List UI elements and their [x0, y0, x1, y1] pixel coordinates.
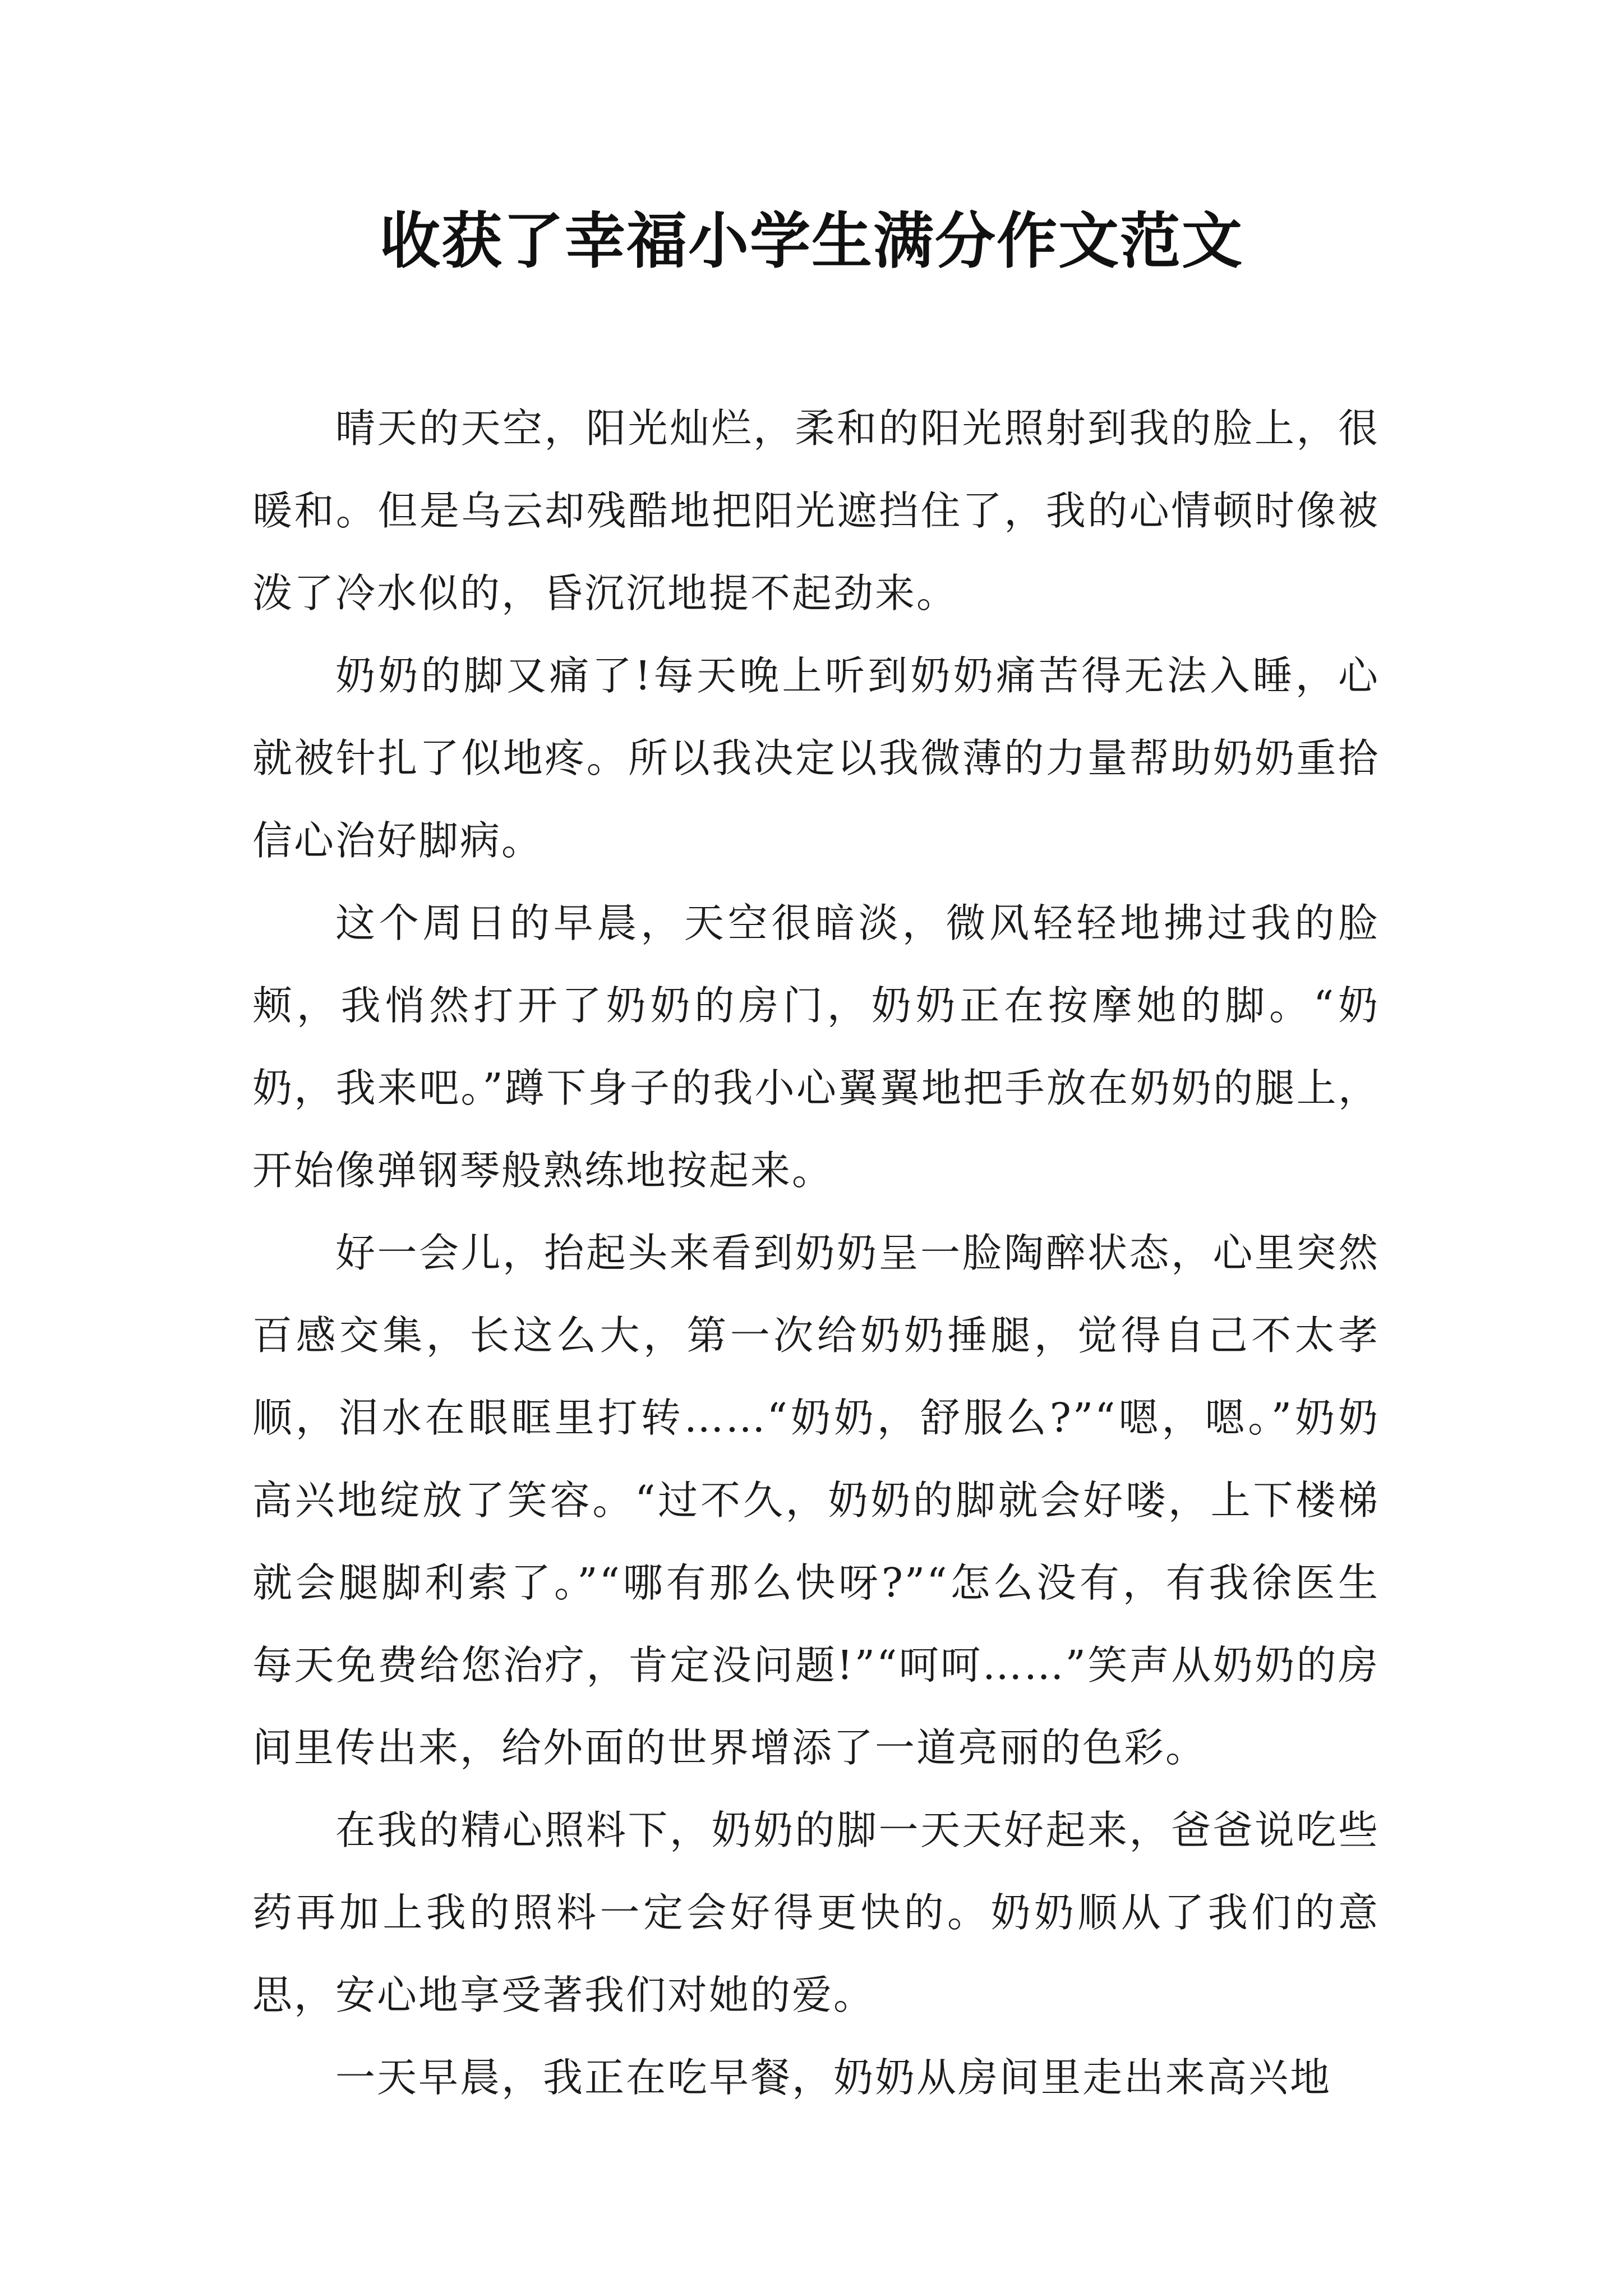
- paragraph-6: 一天早晨，我正在吃早餐，奶奶从房间里走出来高兴地: [335, 2054, 1332, 2101]
- paragraph-3: 这个周日的早晨，天空很暗淡，微风轻轻地拂过我的脸颊，我悄然打开了奶奶的房门，奶奶正在按摩她的脚。“奶奶，我来吧。”蹲下身子的我小心翼翼地把手放在奶奶的腿上，开始像弹钢琴般熟练地按起来。: [252, 900, 1380, 1194]
- document-body: [252, 387, 1380, 2119]
- paragraph-2: 奶奶的脚又痛了!每天晚上听到奶奶痛苦得无法入睡，心就被针扎了似地疼。所以我决定以我微薄的力量帮助奶奶重拾信心治好脚病。: [252, 652, 1380, 864]
- paragraph-1: 晴天的天空，阳光灿烂，柔和的阳光照射到我的脸上，很暖和。但是乌云却残酷地把阳光遮挡住了，我的心情顿时像被泼了冷水似的，昏沉沉地提不起劲来。: [252, 405, 1380, 616]
- paragraph-4: 好一会儿，抬起头来看到奶奶呈一脸陶醉状态，心里突然百感交集，长这么大，第一次给奶奶捶腿，觉得自己不太孝顺，泪水在眼眶里打转……“奶奶，舒服么?”“嗯，嗯。”奶奶高兴地绽放了笑容。“过不久，奶奶的脚就会好喽，上下楼梯就会腿脚利索了。”“哪有那么快呀?”“怎么没有，有我徐医生每天免费给您治疗，肯定没问题!”“呵呵……”笑声从奶奶的房间里传出来，给外面的世界增添了一道亮丽的色彩。: [252, 1230, 1380, 1771]
- document-title: 收获了幸福小学生满分作文范文: [379, 206, 1243, 277]
- paragraph-5: 在我的精心照料下，奶奶的脚一天天好起来，爸爸说吃些药再加上我的照料一定会好得更快的。奶奶顺从了我们的意思，安心地享受著我们对她的爱。: [252, 1807, 1380, 2018]
